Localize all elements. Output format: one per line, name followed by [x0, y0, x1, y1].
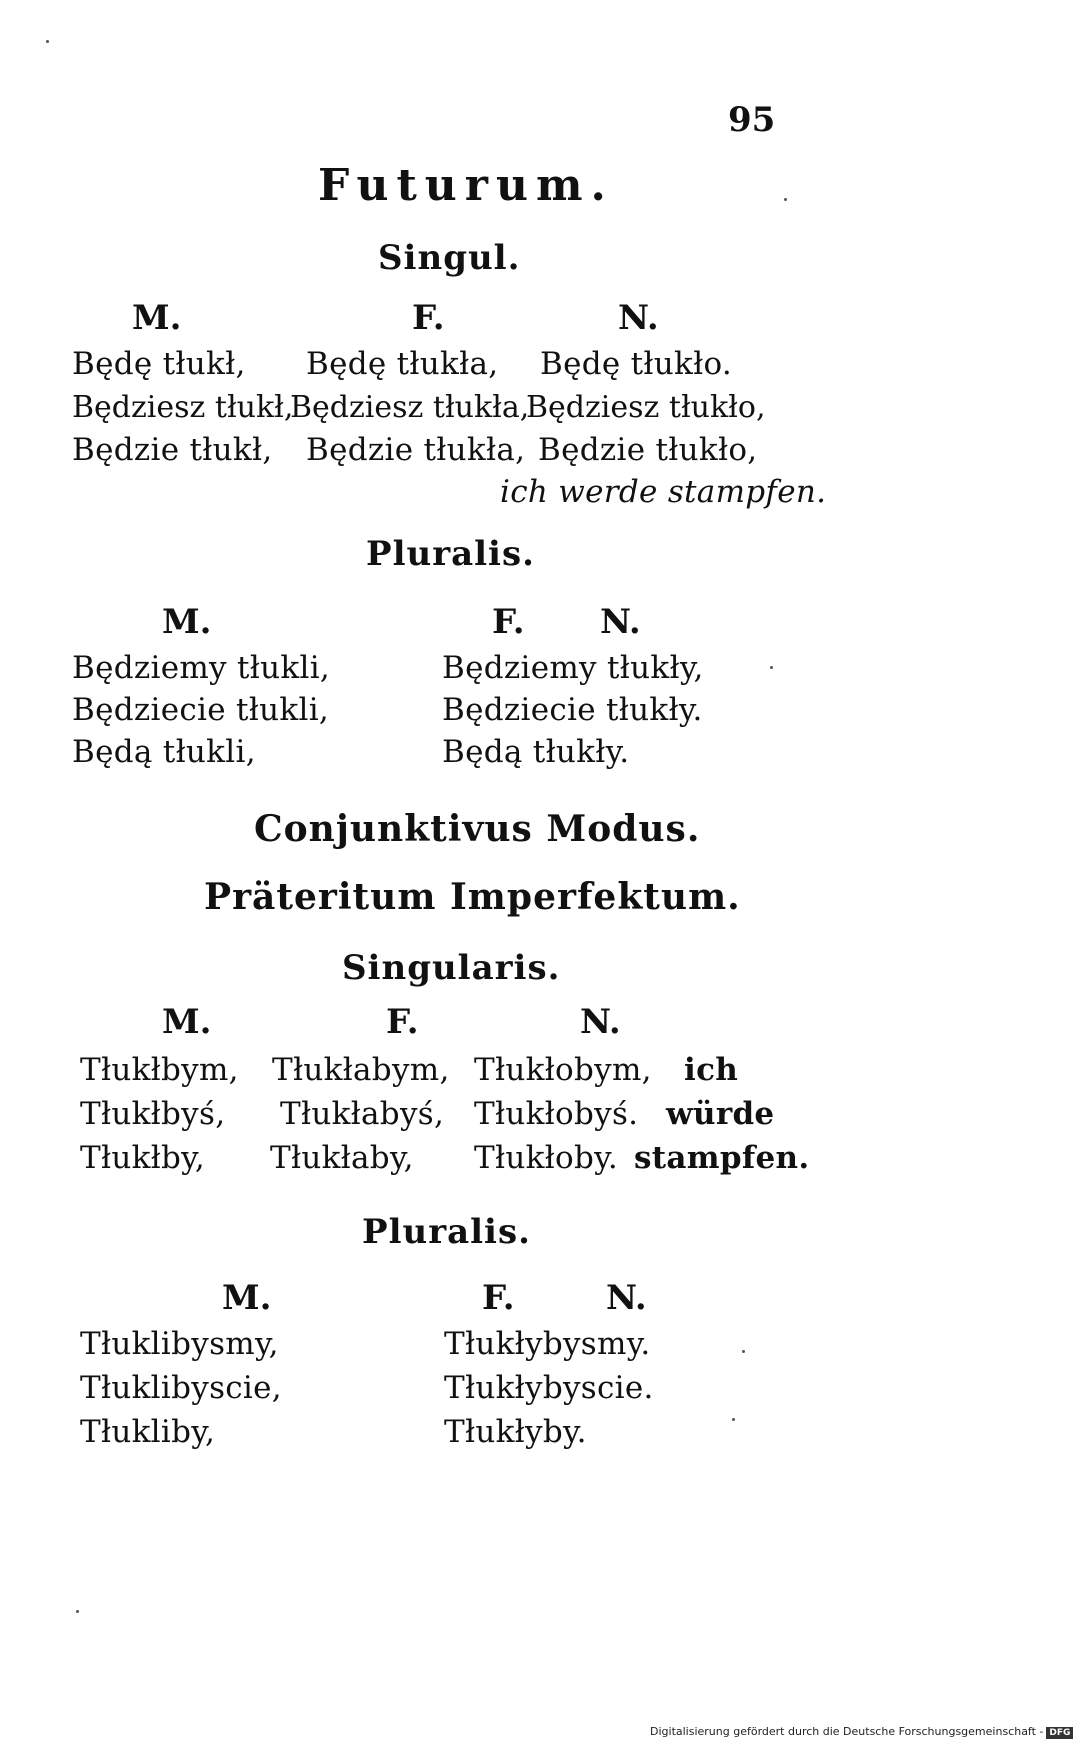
conjugation-cell: Tłukłoby. [474, 1140, 618, 1176]
conjugation-cell: Tłukłbyś, [80, 1096, 226, 1132]
conjugation-cell: Będą tłukły. [442, 734, 630, 770]
conjugation-cell: Będzie tłukł, [72, 432, 273, 468]
gender-label-f: F. [492, 602, 525, 642]
dfg-logo: DFG [1046, 1727, 1073, 1739]
page-number: 95 [728, 100, 776, 140]
scan-speck [732, 1418, 735, 1421]
gender-label-n: N. [606, 1278, 647, 1318]
gender-label-n: N. [600, 602, 641, 642]
german-translation: stampfen. [634, 1140, 810, 1176]
conjugation-cell: Będziecie tłukły. [442, 692, 703, 728]
conjugation-cell: Będziesz tłukła, [290, 390, 530, 425]
conjugation-cell: Będzie tłukła, [306, 432, 526, 468]
conjugation-cell: Tłukłaby, [270, 1140, 414, 1176]
conjugation-cell: Tłukłobyś. [474, 1096, 639, 1132]
conjugation-cell: Tłukłobym, [474, 1052, 652, 1088]
conjugation-cell: Będziemy tłukły, [442, 650, 704, 686]
digitization-credit [650, 1725, 1073, 1739]
conjugation-cell: Będziemy tłukli, [72, 650, 331, 686]
gender-label-n: N. [618, 298, 659, 338]
conjugation-cell: Tłukliby, [80, 1414, 216, 1450]
gender-label-m: M. [162, 602, 212, 642]
scan-speck [76, 1610, 79, 1613]
plural-heading: Pluralis. [362, 1212, 531, 1252]
conjugation-cell: Tłukłabym, [272, 1052, 450, 1088]
german-translation: ich [684, 1052, 739, 1088]
plural-heading: Pluralis. [366, 534, 535, 574]
gender-label-f: F. [412, 298, 445, 338]
scan-speck [770, 666, 773, 669]
section-heading-conjunktivus: Conjunktivus Modus. [254, 808, 701, 850]
singular-heading: Singul. [378, 238, 521, 278]
gender-label-m: M. [222, 1278, 272, 1318]
gender-label-n: N. [580, 1002, 621, 1042]
singular-heading: Singularis. [342, 948, 561, 988]
gender-label-f: F. [482, 1278, 515, 1318]
footer-text: Digitalisierung gefördert durch die Deutsche Forschungsgemeinschaft - [650, 1725, 1044, 1738]
scan-speck [742, 1350, 745, 1353]
conjugation-cell: Będę tłukł, [72, 346, 246, 382]
tense-heading: Präteritum Imperfektum. [204, 876, 741, 918]
conjugation-cell: Będzie tłukło, [538, 432, 758, 468]
gender-label-m: M. [162, 1002, 212, 1042]
conjugation-cell: Tłukłybyscie. [444, 1370, 654, 1406]
conjugation-cell: Tłukłybysmy. [444, 1326, 651, 1362]
gender-label-m: M. [132, 298, 182, 338]
conjugation-cell: Tłuklibysmy, [80, 1326, 279, 1362]
conjugation-cell: Będę tłukło. [540, 346, 733, 382]
conjugation-cell: Będę tłukła, [306, 346, 499, 382]
scan-speck [46, 40, 49, 43]
conjugation-cell: Będziecie tłukli, [72, 692, 330, 728]
scan-speck [784, 198, 787, 201]
section-heading-futurum: Futurum. [318, 160, 614, 211]
conjugation-cell: Będą tłukli, [72, 734, 256, 770]
conjugation-cell: Tłukłby, [80, 1140, 206, 1176]
german-translation: würde [666, 1096, 775, 1132]
conjugation-cell: Tłukłyby. [444, 1414, 587, 1450]
conjugation-cell: Będziesz tłukło, [526, 390, 766, 425]
german-translation: ich werde stampfen. [500, 474, 827, 510]
conjugation-cell: Tłuklibyscie, [80, 1370, 282, 1406]
conjugation-cell: Tłukłbym, [80, 1052, 239, 1088]
gender-label-f: F. [386, 1002, 419, 1042]
conjugation-cell: Tłukłabyś, [280, 1096, 445, 1132]
conjugation-cell: Będziesz tłukł, [72, 390, 294, 425]
